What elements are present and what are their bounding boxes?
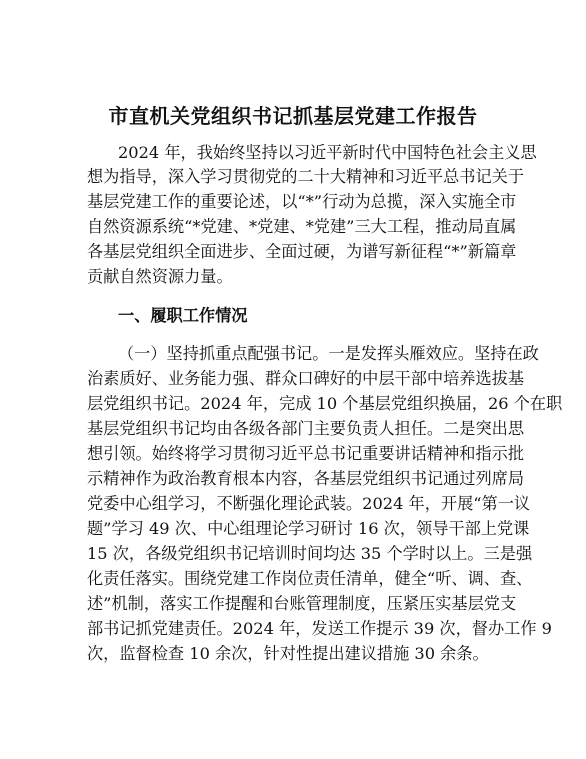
body-line: 想引领。始终将学习贯彻习近平总书记重要讲话精神和指示批 [87, 444, 525, 463]
body-line: （一）坚持抓重点配强书记。一是发挥头雁效应。坚持在政 [118, 344, 539, 363]
document-title: 市直机关党组织书记抓基层党建工作报告 [108, 104, 478, 128]
body-line: 15 次，各级党组织书记培训时间均达 35 个学时以上。三是强 [87, 544, 533, 563]
intro-line: 各基层党组织全面进步、全面过硬，为谱写新征程“*”新篇章 [87, 242, 517, 261]
body-line: 示精神作为政治教育根本内容，各基层党组织书记通过列席局 [87, 469, 525, 488]
body-line: 次，监督检查 10 余次，针对性提出建议措施 30 余条。 [87, 644, 489, 663]
body-line: 述”机制，落实工作提醒和台账管理制度，压紧压实基层党支 [87, 594, 517, 613]
intro-line: 2024 年，我始终坚持以习近平新时代中国特色社会主义思 [118, 143, 537, 162]
body-line: 治素质好、业务能力强、群众口碑好的中层干部中培养选拔基 [87, 369, 525, 388]
intro-line: 基层党建工作的重要论述，以“*”行动为总揽，深入实施全市 [87, 192, 517, 211]
body-line: 部书记抓党建责任。2024 年，发送工作提示 39 次，督办工作 9 [87, 619, 552, 638]
body-line: 基层党组织书记均由各级各部门主要负责人担任。二是突出思 [87, 419, 525, 438]
body-line: 题”学习 49 次、中心组理论学习研讨 16 次，领导干部上党课 [87, 519, 530, 538]
intro-line: 贡献自然资源力量。 [87, 267, 233, 286]
body-line: 党委中心组学习，不断强化理论武装。2024 年，开展“第一议 [87, 494, 531, 513]
intro-line: 想为指导，深入学习贯彻党的二十大精神和习近平总书记关于 [87, 167, 525, 186]
body-line: 化责任落实。围绕党建工作岗位责任清单，健全“听、调、查、 [87, 569, 533, 588]
body-line: 层党组织书记。2024 年，完成 10 个基层党组织换届，26 个在职 [87, 394, 563, 413]
intro-line: 自然资源系统“*党建、*党建、*党建”三大工程，推动局直属 [87, 217, 517, 236]
section-heading: 一、履职工作情况 [118, 306, 248, 325]
